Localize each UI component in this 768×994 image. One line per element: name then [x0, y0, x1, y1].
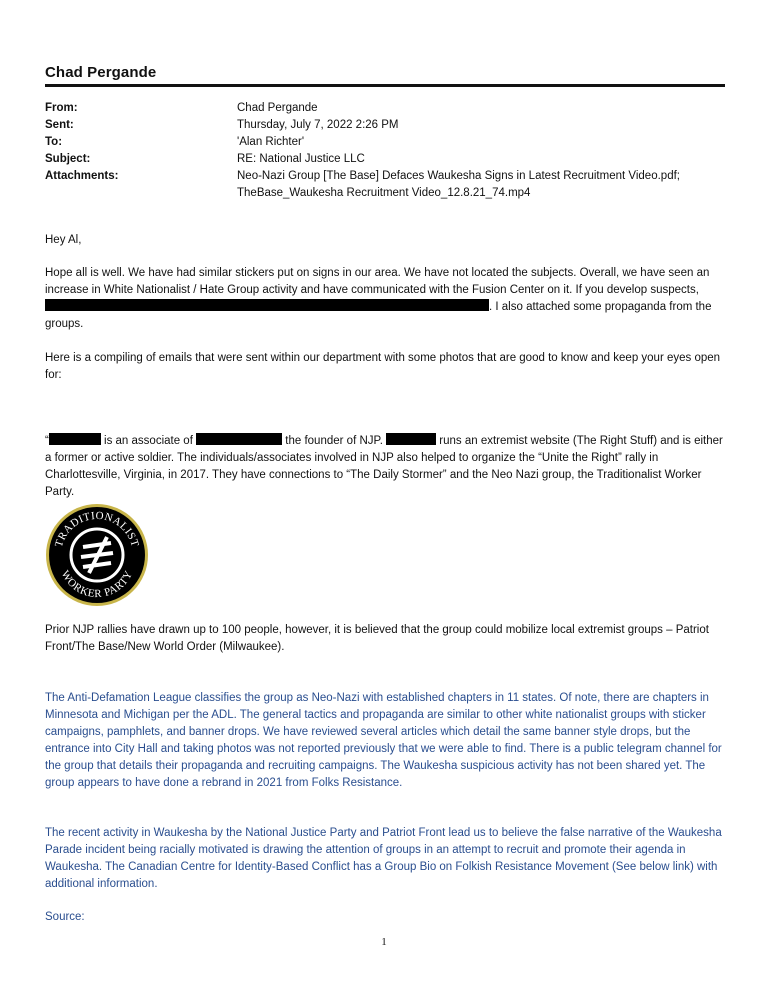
source-label: Source: [45, 911, 85, 923]
paragraph-4: Prior NJP rallies have drawn up to 100 people, however, it is believed that the group could mobilize local extremist groups – Patriot Front/The Base/New World Order (Milwaukee). [45, 624, 709, 653]
open-quote: “ [45, 435, 49, 447]
paragraph-1-text-b: . I also attached some propaganda from the groups. [45, 301, 712, 330]
paragraph-3-text-c: runs an extremist website (The Right Stuff) and is either a former or active soldier. The individuals/associates involved in NJP also helped to organize the “Unite the Right” rally in Charlottesville, Virginia, in 2017. They have connections to “The Daily Stormer” and the Neo Nazi group, the Traditionalist Worker Party. [45, 435, 723, 498]
redaction-bar [386, 433, 436, 445]
sent-value: Thursday, July 7, 2022 2:26 PM [237, 119, 399, 131]
logo-text-bottom: WORKER PARTY [58, 568, 136, 601]
redaction-bar [45, 299, 489, 311]
subject-label: Subject: [45, 153, 91, 165]
attachments-row [45, 168, 735, 202]
traditionalist-worker-party-logo [45, 503, 149, 607]
paragraph-3-text-a: is an associate of [100, 435, 197, 447]
from-value: Chad Pergande [237, 102, 318, 114]
paragraph-6: The recent activity in Waukesha by the National Justice Party and Patriot Front lead us to believe the false narrative of the Waukesha Parade incident being racially motivated is drawing the attention of groups in an attempt to recruit and promote their agenda in Waukesha. The Canadian Centre for Identity-Based Conflict has a Group Bio on Folkish Resistance Movement (See below link) with additional information. [45, 827, 722, 890]
logo-text-top: TRADITIONALIST [52, 509, 142, 549]
sent-label: Sent: [45, 119, 74, 131]
sent-row [45, 117, 735, 134]
paragraph-3-text-b: the founder of NJP. [282, 435, 387, 447]
attachments-label: Attachments: [45, 170, 119, 182]
paragraph-1-text-a: Hope all is well. We have had similar stickers put on signs in our area. We have not located the subjects. Overall, we have seen an increase in White Nationalist / Hate Group activity and have communicated with the Fusion Center on it. If you develop suspects, [45, 267, 710, 296]
to-value: 'Alan Richter' [237, 136, 305, 148]
email-header [45, 100, 735, 202]
header-divider [45, 84, 725, 87]
page-number: 1 [381, 936, 387, 948]
redaction-bar [49, 433, 101, 445]
paragraph-1 [45, 265, 725, 333]
paragraph-3 [45, 433, 725, 501]
attachment-mp4[interactable]: TheBase_Waukesha Recruitment Video_12.8.21_74.mp4 [237, 187, 531, 199]
sender-name: Chad Pergande [45, 64, 157, 81]
subject-row [45, 151, 735, 168]
paragraph-5: The Anti-Defamation League classifies the group as Neo-Nazi with established chapters in 11 states. Of note, there are chapters in Minnesota and Michigan per the ADL. The general tactics and propaganda are similar to other white nationalist groups with sticker campaigns, pamphlets, and banner drops. We have reviewed several articles which detail the same banner style drops, but the entrance into City Hall and taking photos was not reported previously that we were able to find. There is a public telegram channel for the group that details their propaganda and recruiting campaigns. The Waukesha suspicious activity has not been shared yet. The group appears to have done a rebrand in 2021 from Folks Resistance. [45, 692, 722, 789]
subject-value: RE: National Justice LLC [237, 153, 365, 165]
to-row [45, 134, 735, 151]
attachment-pdf[interactable]: Neo-Nazi Group [The Base] Defaces Waukesha Signs in Latest Recruitment Video.pdf; [237, 170, 680, 182]
paragraph-2: Here is a compiling of emails that were sent within our department with some photos that are good to know and keep your eyes open for: [45, 352, 721, 381]
greeting: Hey Al, [45, 234, 82, 246]
redaction-bar [196, 433, 282, 445]
attachments-value [237, 168, 735, 202]
from-row [45, 100, 735, 117]
from-label: From: [45, 102, 78, 114]
to-label: To: [45, 136, 63, 148]
